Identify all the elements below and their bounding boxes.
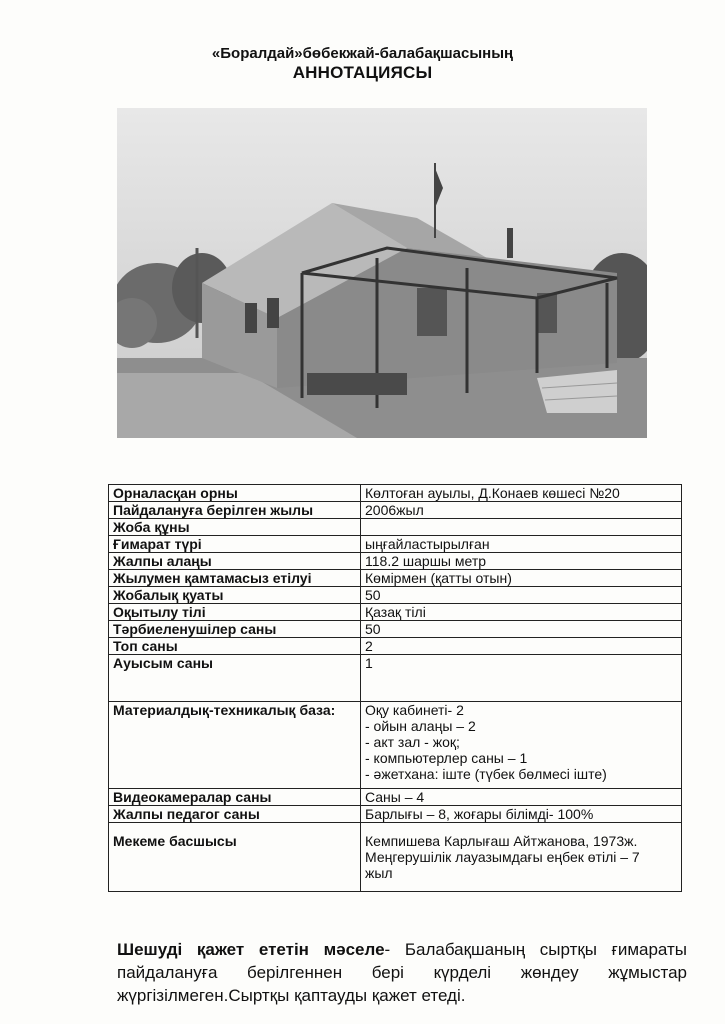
row-value: [361, 570, 682, 587]
row-value: [361, 485, 682, 502]
table-row: [109, 638, 682, 655]
table-row: [109, 536, 682, 553]
row-value-line: ыңғайластырылған: [365, 536, 490, 552]
table-row: [109, 502, 682, 519]
building-photo: [117, 108, 647, 438]
row-value-line: 2006жыл: [365, 502, 424, 518]
table-row: [109, 553, 682, 570]
issue-paragraph: [117, 938, 687, 1007]
row-value-line: - акт зал - жоқ;: [365, 734, 460, 750]
title-line-2: АННОТАЦИЯСЫ: [292, 63, 433, 82]
row-value: [361, 604, 682, 621]
title-line-1: «Боралдай»бөбекжай-балабақшасының: [211, 45, 514, 62]
table-row: [109, 604, 682, 621]
row-value-line: 50: [365, 621, 381, 637]
row-value-line: Саны – 4: [365, 789, 425, 805]
row-label: Ғимарат түрі: [109, 536, 361, 553]
table-row: [109, 806, 682, 823]
row-value-line: 50: [365, 587, 381, 603]
row-value: [361, 702, 682, 789]
row-value-line: - компьютерлер саны – 1: [365, 750, 528, 766]
table-row: [109, 485, 682, 502]
row-value-line: Кемпишева Карлығаш Айтжанова, 1973ж.: [365, 833, 638, 849]
row-label: Жобалық қуаты: [109, 587, 361, 604]
row-value-line: Барлығы – 8, жоғары білімді- 100%: [365, 806, 594, 822]
table-row: [109, 587, 682, 604]
row-value-line: - ойын алаңы – 2: [365, 718, 476, 734]
row-label: Орналасқан орны: [109, 485, 361, 502]
row-value: [361, 519, 682, 536]
row-label: Мекеме басшысы: [109, 823, 361, 892]
row-label: Видеокамералар саны: [109, 789, 361, 806]
row-label: Пайдалануға берілген жылы: [109, 502, 361, 519]
row-value: [361, 638, 682, 655]
row-label: Материалдық-техникалық база:: [109, 702, 361, 789]
info-table: [108, 484, 682, 892]
row-label: Тәрбиеленушілер саны: [109, 621, 361, 638]
row-value-line: 2: [365, 638, 373, 654]
table-row: [109, 519, 682, 536]
table-row: [109, 789, 682, 806]
table-row: [109, 655, 682, 702]
table-row: [109, 823, 682, 892]
row-label: Топ саны: [109, 638, 361, 655]
row-value-line: жыл: [365, 865, 393, 881]
row-value: [361, 823, 682, 892]
table-row: [109, 621, 682, 638]
row-value: [361, 806, 682, 823]
row-value: [361, 553, 682, 570]
row-value: [361, 621, 682, 638]
row-value: [361, 789, 682, 806]
row-label: Жылумен қамтамасыз етілуі: [109, 570, 361, 587]
row-label: Жалпы педагог саны: [109, 806, 361, 823]
document-title: [0, 45, 725, 83]
row-value-line: Көмірмен (қатты отын): [365, 570, 512, 586]
row-label: Оқытылу тілі: [109, 604, 361, 621]
row-value-line: - әжетхана: іште (түбек бөлмесі іште): [365, 766, 607, 782]
row-value: [361, 655, 682, 702]
row-value-line: Оқу кабинеті- 2: [365, 702, 464, 718]
building-photo-icon: [117, 108, 647, 438]
table-row: [109, 702, 682, 789]
row-value-line: Көлтоған ауылы, Д.Конаев көшесі №20: [365, 485, 620, 501]
issue-heading: Шешуді қажет ететін мәселе: [117, 940, 385, 959]
row-value: [361, 502, 682, 519]
row-value-line: 118.2 шаршы метр: [365, 553, 487, 569]
row-value: [361, 587, 682, 604]
row-value-line: Меңгерушілік лауазымдағы еңбек өтілі – 7: [365, 849, 640, 865]
row-value-line: Қазақ тілі: [365, 604, 426, 620]
row-label: Жалпы алаңы: [109, 553, 361, 570]
row-value-line: [365, 519, 677, 535]
row-label: Жоба құны: [109, 519, 361, 536]
row-value-line: 1: [365, 655, 373, 671]
row-value: [361, 536, 682, 553]
table-row: [109, 570, 682, 587]
row-label: Ауысым саны: [109, 655, 361, 702]
issue-text: - Балабақшаның сыртқы ғимараты пайдалануға берілгеннен бері күрделі жөндеу жұмыстар жүргізілмеген.Сыртқы қаптауды қажет етеді.: [117, 940, 688, 1005]
